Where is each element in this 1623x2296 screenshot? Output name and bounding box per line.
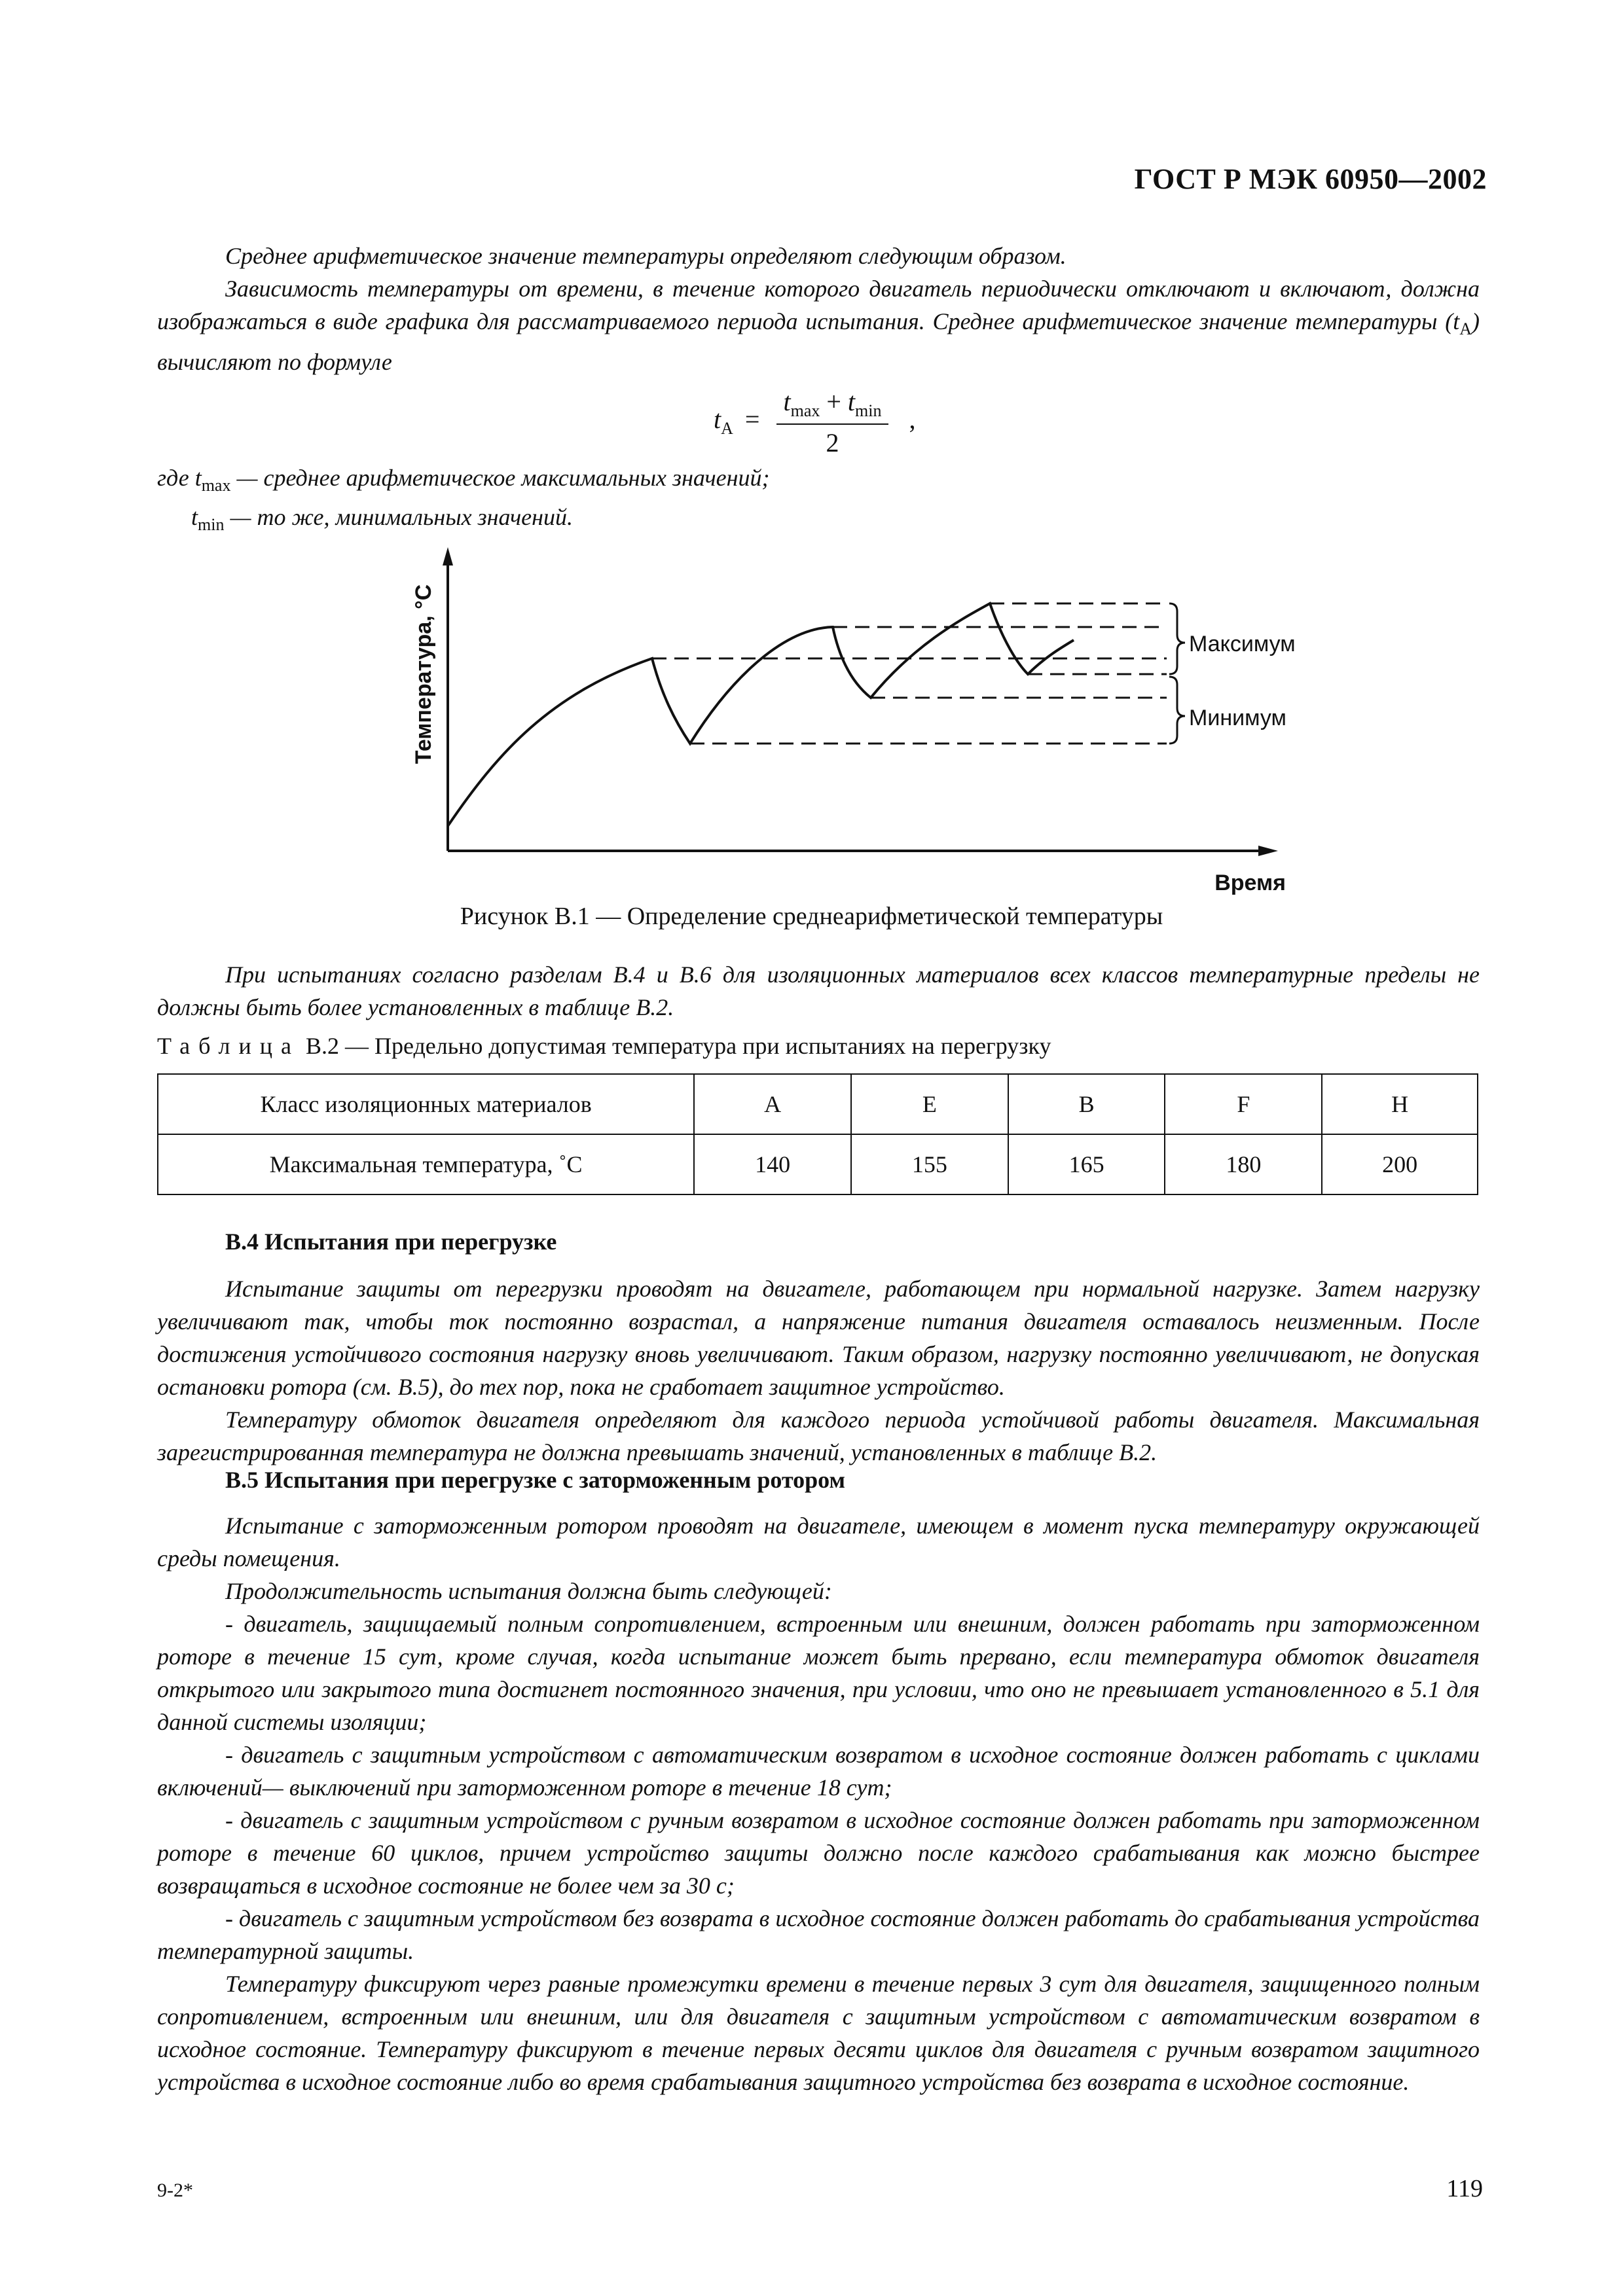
b4-paragraph-1: Испытание защиты от перегрузки проводят на двигателе, работающем при нормальной нагрузке. Затем нагрузку увеличивают так, чтобы ток постоянно возрастал, а напряжение питания двигателя оставалось неизменным. После достижения устойчивого состояния нагрузку вновь увеличивают. Таким образом, нагрузку постоянно увеличивают, не допуская остановки ротора (см. В.5), до тех пор, пока не сработает защитное устройство. — [157, 1276, 1480, 1400]
section-b4-heading: В.4 Испытания при перегрузке — [225, 1229, 557, 1255]
x-axis-label: Время — [1214, 870, 1286, 895]
b5-list-item-2: - двигатель с защитным устройством с автоматическим возвратом в исходное состояние должен работать с циклами включений— выключений при заторможенном роторе в течение 18 сут; — [157, 1742, 1480, 1801]
section-b5-text — [157, 1509, 1480, 2098]
maximum-brace — [1169, 603, 1185, 674]
table-cell: H — [1322, 1074, 1478, 1134]
table-cell: 165 — [1008, 1134, 1165, 1194]
limits-text — [157, 958, 1480, 1024]
legend-tmax: где $t_{max}$ — среднее арифметическое максимальных значений; — [157, 465, 770, 495]
section-b5-heading: В.5 Испытания при перегрузке с заторможенным ротором — [225, 1467, 846, 1493]
section-b4-text — [157, 1272, 1480, 1469]
table-cell: E — [851, 1074, 1008, 1134]
mean-temperature-formula: $t_A$ = $\frac{t_{max} + t_{min}}{2}$ , — [714, 387, 916, 457]
x-axis-arrow — [1258, 846, 1278, 856]
maximum-label: Максимум — [1189, 632, 1296, 656]
b4-paragraph-2: Температуру обмоток двигателя определяют для каждого периода устойчивой работы двигателя. Максимальная зарегистрированная температура не должна превышать значений, установленных в таблице В.2. — [157, 1407, 1480, 1465]
figure-caption: Рисунок В.1 — Определение среднеарифметической температуры — [460, 903, 1163, 930]
intro-paragraph-2: Зависимость температуры от времени, в течение которого двигатель периодически отключают и включают, должна изображаться в виде графика для рассматриваемого периода испытания. Среднее арифметическое значение температуры $(t_A)$ вычисляют по формуле — [157, 276, 1480, 376]
limits-paragraph: При испытаниях согласно разделам В.4 и В.6 для изоляционных материалов всех классов температурные пределы не должны быть более установленных в таблице В.2. — [157, 961, 1480, 1020]
table-cell: 140 — [694, 1134, 851, 1194]
page-number: 119 — [1446, 2175, 1483, 2202]
table-cell: 200 — [1322, 1134, 1478, 1194]
temperature-curve — [448, 603, 1074, 826]
formula-fraction: $\frac{t_{max} + t_{min}}{2}$ — [776, 386, 888, 458]
temperature-time-figure — [367, 543, 1296, 897]
b5-list-item-1: - двигатель, защищаемый полным сопротивлением, встроенным или внешним, должен работать при заторможенном роторе в течение 15 сут, кроме случая, когда испытание может быть прервано, если температура обмоток двигателя открытого или закрытого типа достигнет постоянного значения, при условии, что оно не превышает установленного в 5.1 для данной системы изоляции; — [157, 1611, 1480, 1735]
reference-lines — [652, 603, 1167, 744]
minimum-brace — [1169, 677, 1185, 744]
formula-legend — [157, 462, 769, 541]
b5-paragraph-2: Продолжительность испытания должна быть следующей: — [225, 1578, 832, 1604]
table-cell: Класс изоляционных материалов — [158, 1074, 694, 1134]
b5-paragraph-1: Испытание с заторможенным ротором проводят на двигателе, имеющем в момент пуска температуру окружающей среды помещения. — [157, 1513, 1480, 1571]
b5-paragraph-3: Температуру фиксируют через равные промежутки времени в течение первых 3 сут для двигателя, защищенного полным сопротивлением, встроенным или внешним, или для двигателя с защитным устройством с автоматическим возвратом в исходное состояние. Температуру фиксируют в течение первых десяти циклов для двигателя с ручным возвратом защитного устройства в исходное состояние либо во время срабатывания защитного устройства без возврата в исходное состояние. — [157, 1971, 1480, 2095]
intro-paragraph-1: Среднее арифметическое значение температуры определяют следующим образом. — [225, 243, 1067, 269]
b5-list-item-3: - двигатель с защитным устройством с ручным возвратом в исходное состояние должен работать при заторможенном роторе в течение 60 циклов, причем устройство защиты должно после каждого срабатывания как можно быстрее возвращаться в исходное состояние не более чем за 30 с; — [157, 1807, 1480, 1899]
y-axis-arrow — [443, 547, 453, 565]
temperature-limits-table — [157, 1073, 1478, 1195]
table-row — [158, 1074, 1478, 1134]
legend-tmin: $t_{min}$ — то же, минимальных значений. — [191, 504, 574, 535]
standard-header: ГОСТ Р МЭК 60950—2002 — [1134, 163, 1487, 195]
table-cell: Максимальная температура, ˚С — [158, 1134, 694, 1194]
table-title: Таблица В.2 — Предельно допустимая температура при испытаниях на перегрузку — [157, 1033, 1051, 1059]
sheet-signature: 9-2* — [157, 2179, 193, 2201]
table-cell: F — [1165, 1074, 1322, 1134]
table-cell: A — [694, 1074, 851, 1134]
b5-list-item-4: - двигатель с защитным устройством без возврата в исходное состояние должен работать до срабатывания устройства температурной защиты. — [157, 1905, 1480, 1964]
table-cell: B — [1008, 1074, 1165, 1134]
table-cell: 155 — [851, 1134, 1008, 1194]
minimum-label: Минимум — [1189, 706, 1286, 730]
table-cell: 180 — [1165, 1134, 1322, 1194]
table-row — [158, 1134, 1478, 1194]
intro-text — [157, 240, 1480, 378]
y-axis-label: Температура, °С — [411, 584, 436, 764]
